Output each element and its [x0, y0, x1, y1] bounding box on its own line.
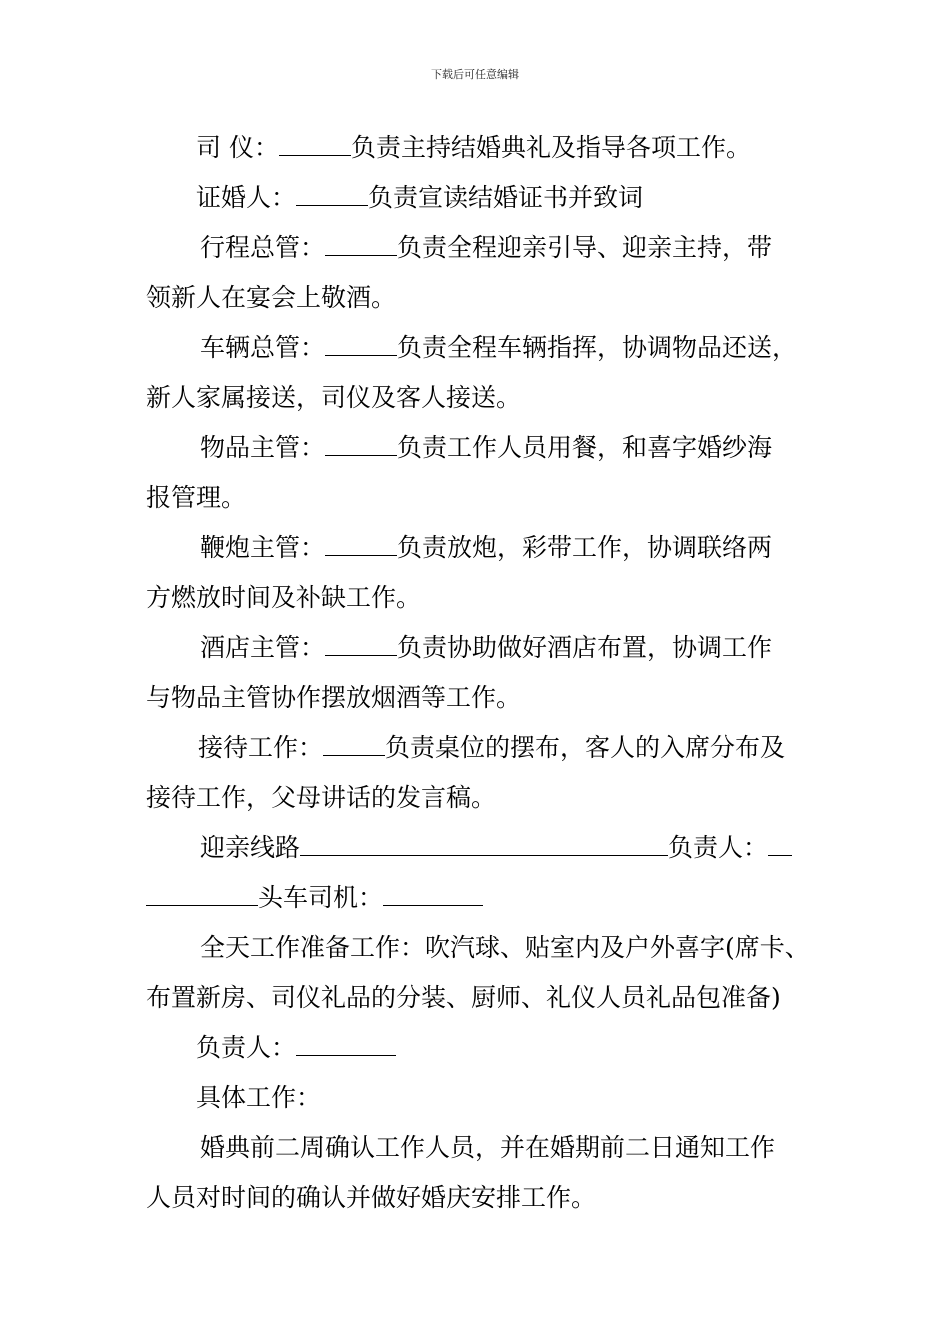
- fill-in-blank: [325, 333, 397, 356]
- line-text: 负责宣读结婚证书并致词: [368, 183, 644, 212]
- text-line: [196, 1033, 396, 1063]
- text-line: [146, 783, 496, 813]
- line-text: 负责协助做好酒店布置，协调工作: [397, 633, 773, 662]
- line-text: 物品主管：: [200, 433, 326, 462]
- text-line: [146, 283, 396, 313]
- text-line: [146, 983, 781, 1013]
- line-text: 负责主持结婚典礼及指导各项工作。: [350, 133, 751, 162]
- line-text: 负责放炮，彩带工作，协调联络两: [397, 533, 773, 562]
- fill-in-blank: [323, 733, 385, 756]
- text-line: [196, 133, 751, 163]
- line-text: 负责人：: [668, 833, 769, 862]
- text-line: [196, 1083, 321, 1113]
- line-text: 酒店主管：: [200, 633, 326, 662]
- line-text: 方燃放时间及补缺工作。: [146, 583, 422, 612]
- text-line: [196, 183, 643, 213]
- line-text: 接待工作：: [198, 733, 324, 762]
- text-line: [146, 383, 521, 413]
- text-line: [198, 733, 785, 763]
- text-line: [146, 1183, 596, 1213]
- text-line: [200, 933, 810, 963]
- line-text: 领新人在宴会上敬酒。: [146, 283, 397, 312]
- line-text: 头车司机：: [258, 883, 384, 912]
- text-line: [146, 683, 521, 713]
- line-text: 婚典前二周确认工作人员，并在婚期前二日通知工作: [200, 1133, 776, 1162]
- fill-in-blank: [279, 133, 351, 156]
- fill-in-blank: [768, 833, 792, 856]
- line-text: 负责工作人员用餐，和喜字婚纱海: [397, 433, 773, 462]
- page-header: 下载后可任意编辑: [431, 68, 519, 81]
- line-text: 鞭炮主管：: [200, 533, 326, 562]
- line-text: 负责人：: [196, 1033, 297, 1062]
- text-line: [146, 483, 246, 513]
- line-text: 新人家属接送，司仪及客人接送。: [146, 383, 522, 412]
- text-line: [200, 833, 792, 863]
- line-text: 迎亲线路: [200, 833, 301, 862]
- text-line: [146, 883, 483, 913]
- line-text: 证婚人：: [196, 183, 297, 212]
- line-text: 与物品主管协作摆放烟酒等工作。: [146, 683, 522, 712]
- text-line: [200, 233, 772, 263]
- line-text: 负责全程迎亲引导、迎亲主持，带: [397, 233, 773, 262]
- line-text: 车辆总管：: [200, 333, 326, 362]
- text-line: [200, 433, 772, 463]
- line-text: 司 仪：: [196, 133, 279, 162]
- line-text: 人员对时间的确认并做好婚庆安排工作。: [146, 1183, 597, 1212]
- line-text: 负责桌位的摆布，客人的入席分布及: [385, 733, 786, 762]
- text-line: [200, 1133, 775, 1163]
- text-line: [146, 583, 421, 613]
- text-line: [200, 333, 797, 363]
- fill-in-blank: [325, 233, 397, 256]
- fill-in-blank: [300, 833, 668, 856]
- fill-in-blank: [325, 433, 397, 456]
- fill-in-blank: [296, 1033, 396, 1056]
- line-text: 行程总管：: [200, 233, 326, 262]
- line-text: 具体工作：: [196, 1083, 322, 1112]
- text-line: [200, 633, 772, 663]
- fill-in-blank: [146, 883, 258, 906]
- line-text: 全天工作准备工作：吹汽球、贴室内及户外喜字(席卡、: [200, 933, 810, 962]
- fill-in-blank: [383, 883, 483, 906]
- line-text: 接待工作，父母讲话的发言稿。: [146, 783, 497, 812]
- fill-in-blank: [296, 183, 368, 206]
- fill-in-blank: [325, 633, 397, 656]
- text-line: [200, 533, 772, 563]
- line-text: 负责全程车辆指挥，协调物品还送，: [397, 333, 798, 362]
- line-text: 报管理。: [146, 483, 247, 512]
- line-text: 布置新房、司仪礼品的分装、厨师、礼仪人员礼品包准备): [146, 983, 781, 1012]
- fill-in-blank: [325, 533, 397, 556]
